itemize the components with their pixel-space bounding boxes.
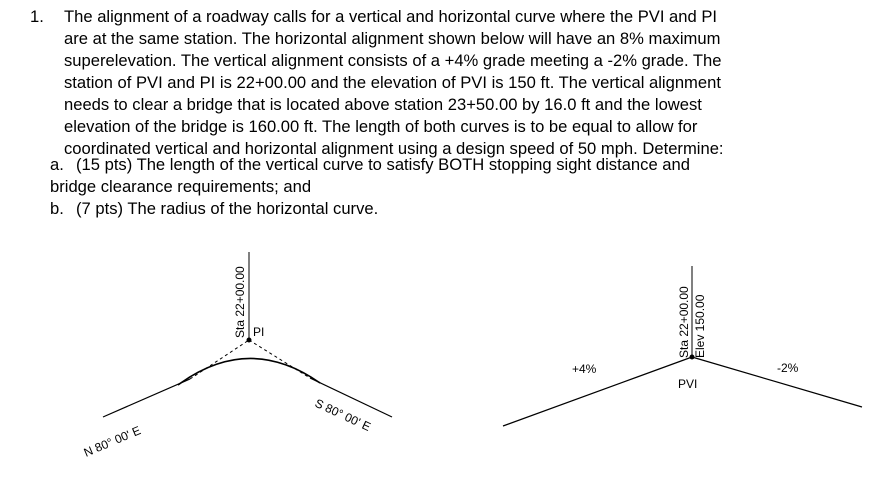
right-grade-label: -2% xyxy=(777,361,799,375)
pi-label: PI xyxy=(253,325,265,339)
left-grade-label: +4% xyxy=(572,362,597,376)
problem-line: station of PVI and PI is 22+00.00 and the elevation of PVI is 150 ft. The vertical alignment xyxy=(64,73,721,92)
part-b-label: b. xyxy=(50,199,64,218)
problem-line: elevation of the bridge is 160.00 ft. The length of both curves is to be equal to allow for xyxy=(64,117,698,136)
problem-line: are at the same station. The horizontal alignment shown below will have an 8% maximum xyxy=(64,29,721,48)
problem-line: coordinated vertical and horizontal alignment using a design speed of 50 mph. Determine: xyxy=(64,139,724,158)
pvi-label: PVI xyxy=(678,377,698,391)
horizontal-alignment-figure xyxy=(82,252,392,460)
part-a-label: a. xyxy=(50,155,64,174)
horizontal-curve xyxy=(178,358,320,385)
problem-number: 1. xyxy=(30,7,44,26)
part-b-text: (7 pts) The radius of the horizontal curve. xyxy=(76,199,379,218)
horizontal-station-label: Sta 22+00.00 xyxy=(233,266,247,338)
problem-line: needs to clear a bridge that is located above station 23+50.00 by 16.0 ft and the lowest xyxy=(64,95,702,114)
problem-line: The alignment of a roadway calls for a vertical and horizontal curve where the PVI and PI xyxy=(64,7,718,26)
pi-point xyxy=(247,338,252,343)
left-tangent xyxy=(103,379,190,417)
problem-line: superelevation. The vertical alignment consists of a +4% grade meeting a -2% grade. The xyxy=(64,51,722,70)
vertical-alignment-figure xyxy=(503,266,862,426)
part-a-continuation: bridge clearance requirements; and xyxy=(50,177,312,196)
right-bearing-label: S 80° 00' E xyxy=(312,396,373,434)
elevation-label: Elev 150.00 xyxy=(693,294,707,358)
left-bearing-label: N 80° 00' E xyxy=(81,423,143,460)
left-grade-line xyxy=(503,357,692,426)
vertical-station-label: Sta 22+00.00 xyxy=(677,286,691,358)
part-a-text: (15 pts) The length of the vertical curve to satisfy BOTH stopping sight distance and xyxy=(76,155,690,174)
